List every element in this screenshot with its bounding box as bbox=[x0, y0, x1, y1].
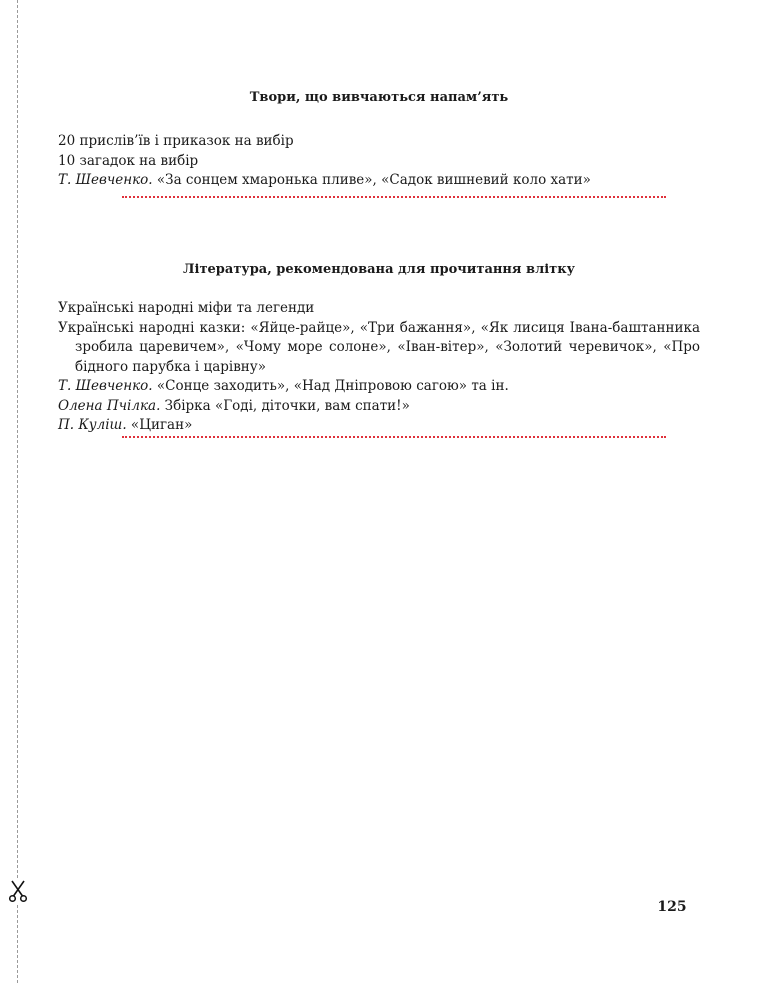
list-item bbox=[58, 132, 700, 152]
work-text: Збірка «Годі, діточки, вам спати!» bbox=[160, 397, 410, 414]
list-item bbox=[58, 171, 700, 191]
author-name: Т. Шевченко. bbox=[58, 378, 153, 394]
work-text: 10 загадок на вибір bbox=[58, 152, 199, 169]
scissors-icon bbox=[8, 879, 28, 903]
list-item bbox=[58, 397, 700, 417]
work-text: «Циган» bbox=[126, 417, 193, 433]
work-text: «Сонце заходить», «Над Дніпровою сагою» та ін. bbox=[152, 378, 509, 394]
section-divider bbox=[122, 196, 666, 198]
summer-reading-heading: Література, рекомендована для прочитання влітку bbox=[183, 262, 575, 277]
author-name: Т. Шевченко. bbox=[58, 172, 153, 188]
work-text: Українські народні казки: «Яйце-райце», «Три бажання», «Як лисиця Івана-баштанника зробила царевичем», «Чому море солоне», «Іван-вітер», «Золотий черевичок», «Про бідного парубка і царівну» bbox=[58, 319, 700, 375]
list-item bbox=[58, 152, 700, 172]
list-item bbox=[58, 319, 700, 378]
work-text: «За сонцем хмаронька пливе», «Садок вишневий коло хати» bbox=[152, 172, 591, 188]
memorize-list bbox=[58, 132, 700, 191]
author-name: Олена Пчілка. bbox=[58, 397, 161, 414]
summer-reading-list bbox=[58, 299, 700, 436]
list-item bbox=[58, 377, 700, 397]
memorize-heading: Твори, що вивчаються напам’ять bbox=[249, 90, 509, 105]
list-item bbox=[58, 299, 700, 319]
author-name: П. Куліш. bbox=[58, 417, 127, 433]
summer-reading-section bbox=[58, 262, 700, 436]
section-divider bbox=[122, 436, 666, 438]
work-text: Українські народні міфи та легенди bbox=[58, 300, 315, 316]
work-text: 20 прислів’їв і приказок на вибір bbox=[58, 133, 294, 149]
list-item bbox=[58, 416, 700, 436]
cut-line bbox=[17, 0, 18, 983]
memorize-section bbox=[58, 90, 700, 191]
page-number: 125 bbox=[657, 899, 687, 915]
